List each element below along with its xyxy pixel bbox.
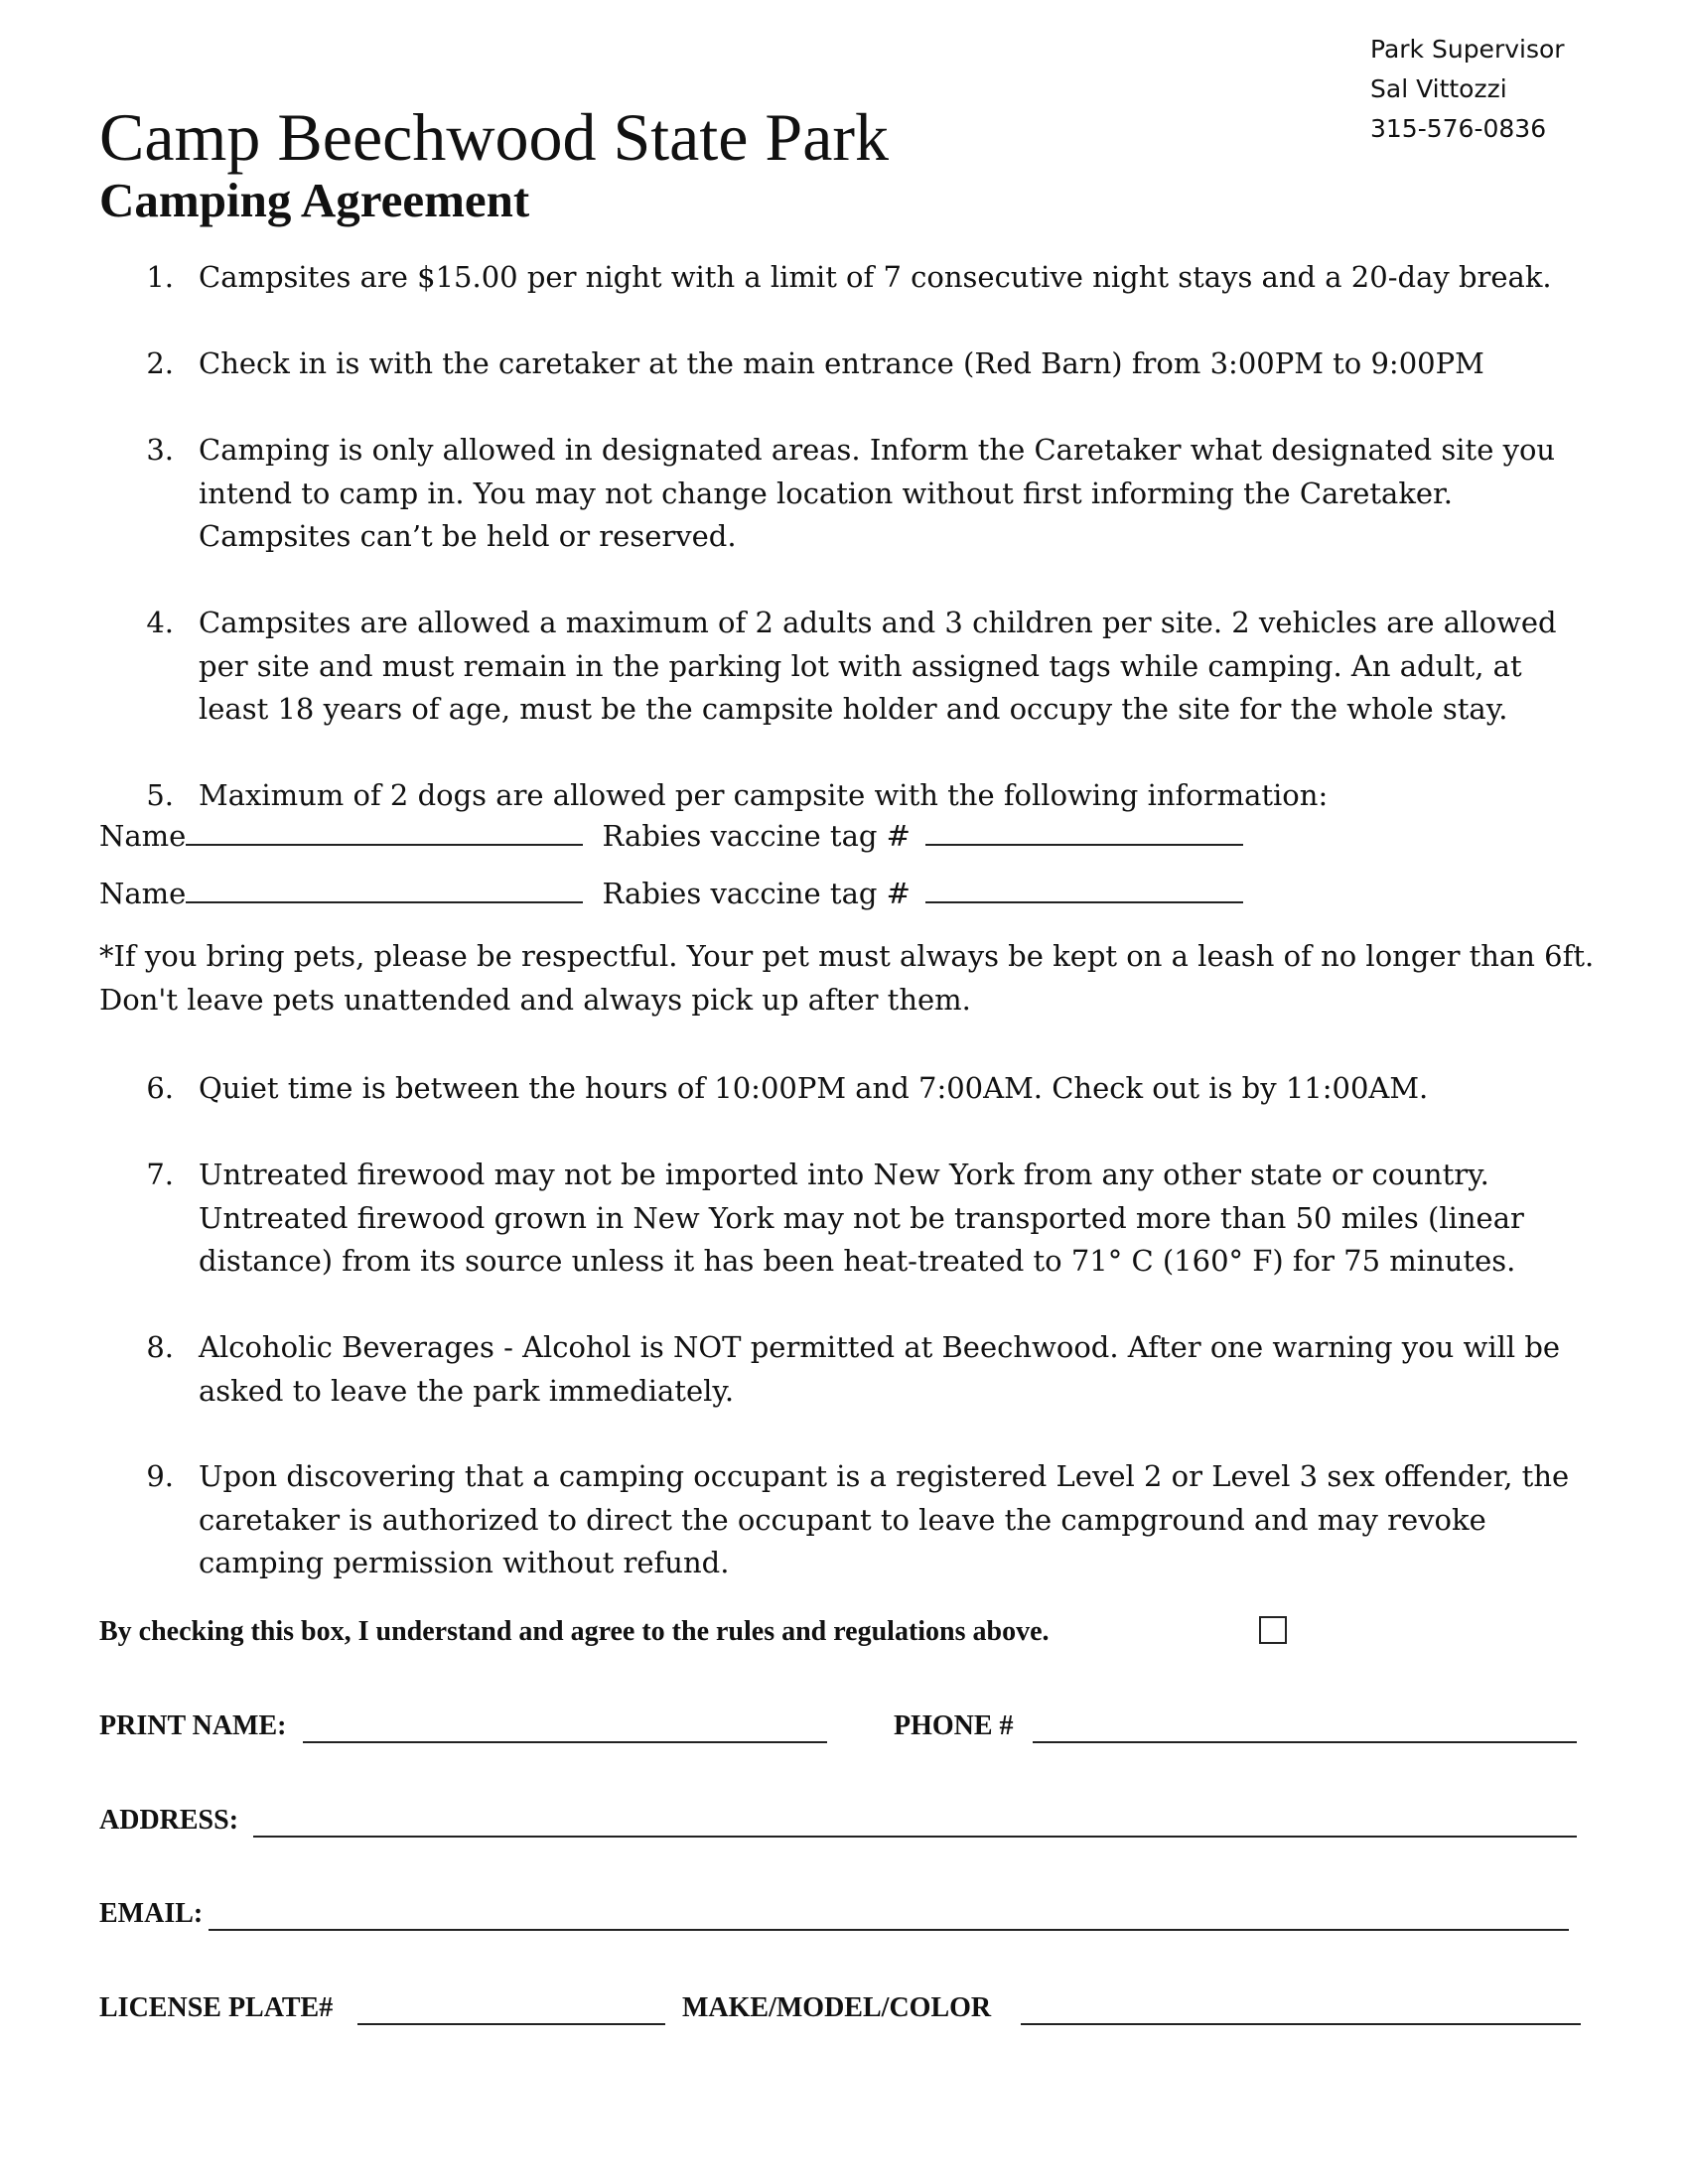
page-title: Camp Beechwood State Park bbox=[99, 99, 890, 175]
rule-text: Campsites are allowed a maximum of 2 adults and 3 children per site. 2 vehicles are allowed per site and must remain in the parking lot with assigned tags while camping. An adult, at least 18 years of age, must be the campsite holder and occupy the site for the whole stay. bbox=[199, 606, 1557, 726]
dog-info-row bbox=[99, 874, 1243, 913]
page-subtitle: Camping Agreement bbox=[99, 173, 530, 227]
rule-number: 8. bbox=[146, 1330, 174, 1364]
rule-text: Campsites are $15.00 per night with a limit of 7 consecutive night stays and a 20-day break. bbox=[199, 260, 1552, 294]
rule-number: 2. bbox=[146, 346, 174, 380]
rule-number: 5. bbox=[146, 778, 174, 812]
print-name-input-line[interactable] bbox=[303, 1741, 827, 1743]
license-plate-input-line[interactable] bbox=[357, 2023, 665, 2025]
phone-input-line[interactable] bbox=[1033, 1741, 1577, 1743]
rule-text: Upon discovering that a camping occupant is a registered Level 2 or Level 3 sex offender, the caretaker is authorized to direct the occupant to leave the campground and may revoke camping permission without refund. bbox=[199, 1459, 1570, 1579]
dog-name-label: Name bbox=[99, 819, 187, 853]
dog-name-input-line[interactable] bbox=[186, 816, 583, 846]
rule-number: 7. bbox=[146, 1158, 174, 1191]
supervisor-phone: 315-576-0836 bbox=[1370, 114, 1547, 143]
rabies-tag-label: Rabies vaccine tag # bbox=[602, 819, 911, 853]
email-input-line[interactable] bbox=[209, 1929, 1569, 1931]
supervisor-role: Park Supervisor bbox=[1370, 35, 1565, 64]
park-supervisor-contact bbox=[1370, 30, 1565, 149]
agreement-text: By checking this box, I understand and agree to the rules and regulations above. bbox=[99, 1616, 1050, 1647]
make-model-color-label: MAKE/MODEL/COLOR bbox=[682, 1992, 992, 2023]
rule-number: 1. bbox=[146, 260, 174, 294]
phone-label: PHONE # bbox=[894, 1710, 1014, 1741]
email-label: EMAIL: bbox=[99, 1898, 204, 1929]
rule-text: Quiet time is between the hours of 10:00PM and 7:00AM. Check out is by 11:00AM. bbox=[199, 1071, 1429, 1105]
dog-info-row bbox=[99, 816, 1243, 856]
address-label: ADDRESS: bbox=[99, 1805, 239, 1836]
make-model-color-input-line[interactable] bbox=[1021, 2023, 1581, 2025]
rule-text: Camping is only allowed in designated areas. Inform the Caretaker what designated site you intend to camp in. You may not change location without first informing the Caretaker. Campsites can’t be held or reserved. bbox=[199, 433, 1556, 553]
rule-text: Maximum of 2 dogs are allowed per campsite with the following information: bbox=[199, 778, 1329, 812]
rule-text: Check in is with the caretaker at the main entrance (Red Barn) from 3:00PM to 9:00PM bbox=[199, 346, 1484, 380]
agreement-checkbox[interactable] bbox=[1259, 1616, 1287, 1644]
rule-number: 3. bbox=[146, 433, 174, 467]
rule-text: Untreated firewood may not be imported into New York from any other state or country. Untreated firewood grown in New York may not be transported more than 50 miles (linear distance) from its source unless it has been heat-treated to 71° C (160° F) for 75 minutes. bbox=[199, 1158, 1524, 1278]
rule-number: 4. bbox=[146, 606, 174, 639]
dog-name-input-line[interactable] bbox=[186, 874, 583, 903]
rule-text: Alcoholic Beverages - Alcohol is NOT permitted at Beechwood. After one warning you will be asked to leave the park immediately. bbox=[199, 1330, 1561, 1408]
rule-number: 9. bbox=[146, 1459, 174, 1493]
dog-name-label: Name bbox=[99, 877, 187, 910]
supervisor-name: Sal Vittozzi bbox=[1370, 74, 1507, 103]
rule-number: 6. bbox=[146, 1071, 174, 1105]
license-plate-label: LICENSE PLATE# bbox=[99, 1992, 334, 2023]
rabies-tag-input-line[interactable] bbox=[925, 816, 1243, 846]
print-name-label: PRINT NAME: bbox=[99, 1710, 287, 1741]
rabies-tag-label: Rabies vaccine tag # bbox=[602, 877, 911, 910]
address-input-line[interactable] bbox=[253, 1836, 1577, 1838]
pet-note: *If you bring pets, please be respectful. Your pet must always be kept on a leash of no longer than 6ft. Don't leave pets unattended and always pick up after them. bbox=[99, 939, 1595, 1017]
rabies-tag-input-line[interactable] bbox=[925, 874, 1243, 903]
